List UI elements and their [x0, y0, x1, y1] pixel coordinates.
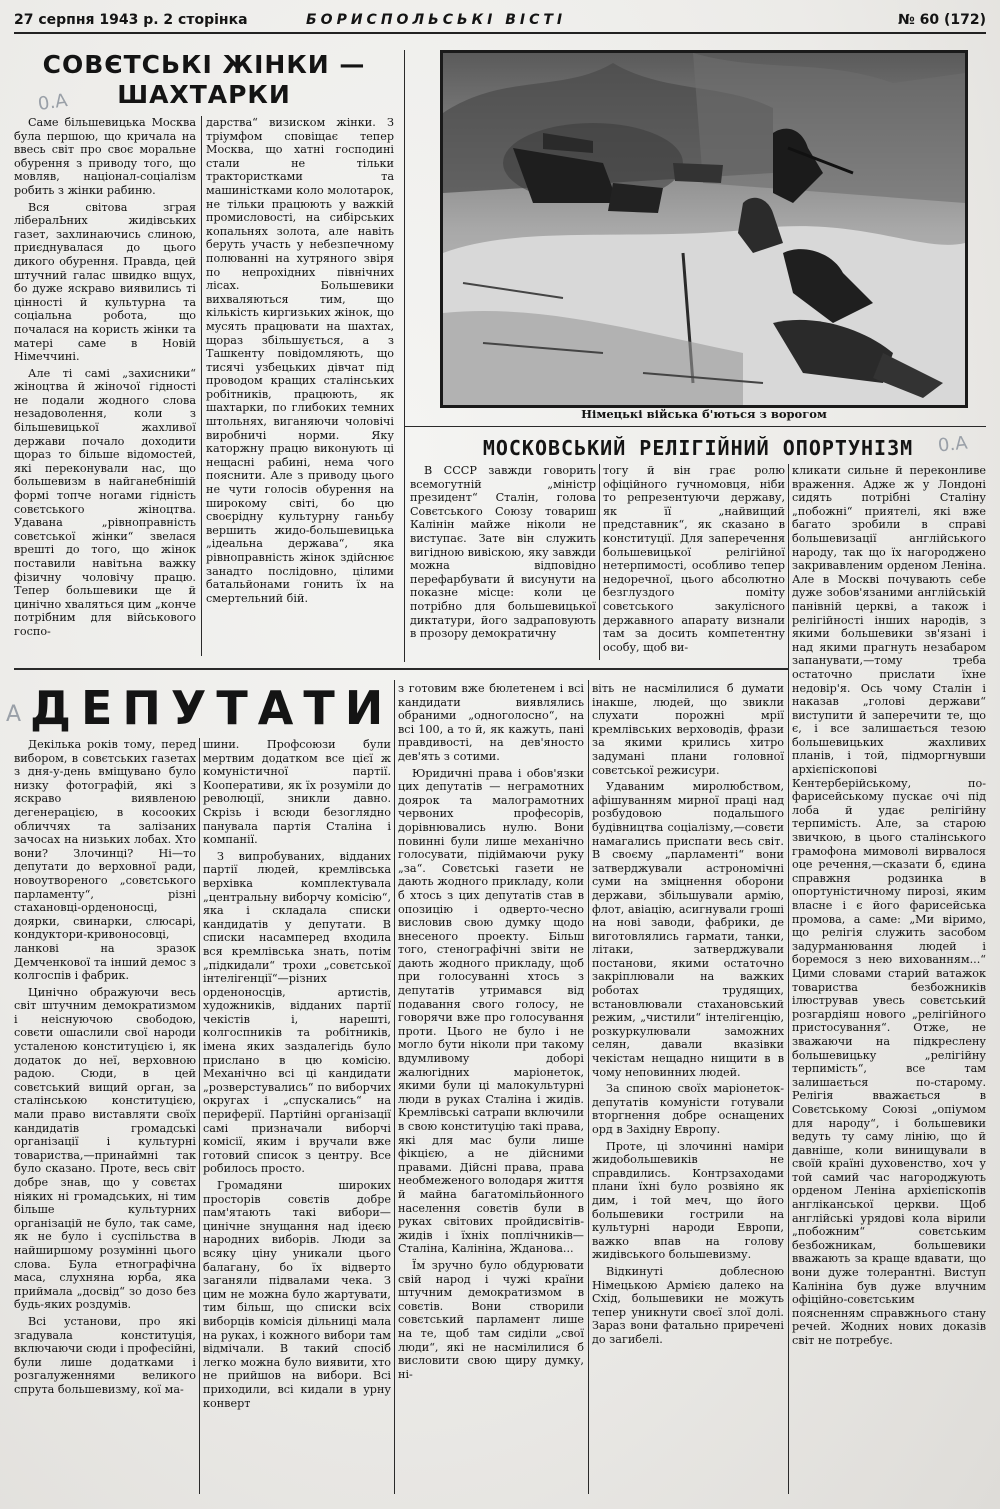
paragraph: дарства“ визиском жінки. З тріумфом сповіщає тепер Москва, що хатні господині стали не тільки трактористками та машиністками коло молотарок, не тільки працюють у важкій промисловості, на сибірських копальнях золота, але навіть беруть участь у небезпечному полюванні на хутряного звіря по непрохідних північних лісах. Большевики вихваляються тим, що кількість киргизьких жінок, що мусять працювати на шахтах, щораз збільшується, а з Ташкенту повідомляють, що тисячі узбецьких дівчат під проводом кращих сталінських робітників, працюють, як шахтарки, по глибоких темних штольнях, виганяючи чоловічі виробничі норми. Яку каторжну працю виконують ці нещасні рабині, нема чого пояснити. Але з приводу цього не чути голосів обурення на широкому світі, бо цю своєрідну культурну ганьбу вершить жидо-большевицька „ідеальна держава“, яка рівноправність жінок здійснює занадто послідовно, цілими батальйонами гонить їх на смертельний бій.	[206, 116, 394, 605]
article-women-title	[14, 50, 394, 110]
paragraph: Відкинуті доблесною Німецькою Армією далеко на Схід, большевики не можуть тепер уникнути своєї злої долі. Зараз вони фатально приречені до загибелі.	[592, 1264, 784, 1346]
issue-date: 27 серпня 1943 р. 2 сторінка	[14, 12, 248, 28]
article-religion-column-3	[792, 464, 986, 1496]
paragraph: Громадяни широких просторів совєтів добре пам'ятають такі вибори—цинічне знущання над ідеєю народних виборів. Люди за всяку ціну уникали цього балагану, бо їх відверто заганяли підвалами чека. З цим не можна було жартувати, тим більш, що списки всіх виборців комісія дільниці мала на руках, і кожного вибори там відмічали. В такий спосіб легко можна було виявити, хто не прийшов на вибори. Всі приходили, всі кидали в урну конверт	[203, 1179, 391, 1410]
paragraph: Удаваним миролюбством, афішуванням мирної праці над розбудовою подальшого будівництва соціалізму,—совєти намагались приспати весь світ. В своєму „парламенті“ вони затверджували астрономічні суми на зміцнення оборони держави, збільшували армію, флот, авіацію, асигнували гроші на нові заводи, фабрики, де виготовлялись гармати, танки, літаки, затверджували постанови, якими остаточно закріплювали на важких роботах трудящих, встановлювали стахановський режим, „чистили“ інтелігенцію, розкуркулювали заможних селян, давали вказівки чекістам нещадно нищити в в чому неповинних людей.	[592, 780, 784, 1079]
paragraph: шини. Профсоюзи були мертвим додатком все цієї ж комуністичної партії. Кооперативи, як їх розуміли до революції, зникли давно. Скрізь і всюди безоглядно панувала партія Сталіна і компанії.	[203, 738, 391, 847]
masthead	[14, 10, 986, 34]
battle-photo	[440, 50, 968, 408]
article-deputies-column-4	[592, 682, 784, 1496]
paragraph: Але ті самі „захисники“ жіноцтва й жіночої гідності не подали жодного слова незадоволення, коли з більшевицької жахливої держави почало доходити щораз то більше відомостей, які переконували нас, що большевизм в найганебнішій формі топче ногами гідність совєтського жіноцтва. Удавана „рівноправність совєтської жінки“ звелася врешті до того, що жінок поставили навітьна важку фізичну чоловічу працю. Тепер большевики ще й цинічно хваляться цим „конче потрібним для військового госпо-	[14, 366, 196, 638]
column-divider	[588, 680, 589, 1494]
column-divider	[788, 464, 789, 1494]
article-women-column-2	[206, 116, 394, 661]
paragraph: Юридичні права і обов'язки цих депутатів — неграмотних доярок та малограмотних червоних професорів, дорівнювались нулю. Вони повинні були лише механічно голосувати, підіймаючи руку „за“. Совєтські газети не дають жодного прикладу, коли б хтось з цих депутатів став в опозицію і одверто-чесно висловив свою думку щодо внесеного проекту. Більш того, стенографічні звіти не дають жодного прикладу, щоб при голосуванні хтось з депутатів утримався від подавання свого голосу, не говорячи вже про голосування проти. Цього не було і не могло бути ніколи при такому вдумливому доборі жалюгідних маріонеток, якими були ці малокультурні люди в руках Сталіна і жидів. Кремлівські сатрапи включили в свою конституцію такі права, які для мас були лише фікцією, а не дійсними правами. Дійсні права, права необмеженого володаря життя й майна багатомільйонного населення совєтів були в руках світових пройдисвітів-жидів і їхніх поплічників—Сталіна, Калініна, Жданова...	[398, 766, 584, 1256]
column-divider	[199, 738, 200, 1494]
article-religion-title: МОСКОВСЬКИЙ РЕЛІГІЙНИЙ ОПОРТУНІЗМ	[482, 436, 914, 460]
article-women-column-1	[14, 116, 196, 661]
article-religion-column-1	[410, 464, 596, 662]
paragraph: Всі установи, про які згадувала конституція, включаючи сюди і професійні, були лише додатками і розгалуженнями великого спрута большевизму, кої ма-	[14, 1314, 196, 1396]
column-divider	[201, 116, 202, 656]
column-divider	[599, 464, 600, 660]
newspaper-name: БОРИСПОЛЬСЬКІ ВІСТІ	[306, 12, 567, 28]
paragraph: В СССР завжди говорить всемогутній „міністр президент“ Сталін, голова Совєтського Союзу товариш Калінін майже ніколи не виступає. Зате він служить вигідною вивіскою, яку завжди можна відповідно перефарбувати й висунути на показне місце: коли це потрібно для большевицької диктатури, його задраповують в прозору демократичну	[410, 464, 596, 641]
paragraph: Вся світова зграя лібералЬних жидівських газет, захлинаючись слиною, приєднувалася до цього дикого обурення. Правда, цей штучний галас швидко вщух, бо дуже яскраво виявились ті цінності й культурна та соціальна робота, що почалася на користь жінки та матері саме в Новій Німеччині.	[14, 200, 196, 364]
paragraph: Їм зручно було обдурювати свій народ і чужі країни штучним демократизмом в совєтів. Вони створили совєтський парламент лише на те, щоб там сиділи „свої люди“, які не насмілилися б висловити свою щиру думку, ні-	[398, 1258, 584, 1381]
photo-caption: Німецькі війська б'ються з ворогом	[581, 407, 827, 421]
paragraph: Проте, ці злочинні наміри жидобольшевиків не справдились. Контрзаходами плани їхні було розвіяно як дим, і той меч, що його большевики гострили на культурні народи Европи, важко впав на голову жидівського большевизму.	[592, 1139, 784, 1262]
paragraph: Декілька років тому, перед вибором, в совєтських газетах з дня-у-день вміщувано було низку фотографій, які з яскраво виявленою дегенерацією, в косооких обличчях та залізаних зачосах на низьких лобах. Хто вони? Злочинці? Ні—то депутати до верховної ради, новоутвореного „совєтського парламенту“, різні стахановці-орденоносці, доярки, свинарки, слюсарі, кондуктори-кривоносовці, ланкові на зразок Демченкової та інший демос з колгоспів і фабрик.	[14, 738, 196, 983]
handwritten-mark: A	[6, 702, 22, 727]
article-women-title-line1: СОВЄТСЬКІ ЖІНКИ —	[42, 50, 366, 79]
paragraph: віть не насмілилися б думати інакше, людей, що звикли слухати порожні мрії кремлівських верховодів, фрази за якими крились хитро задумані плани головної совєтської режисури.	[592, 682, 784, 777]
article-deputies-title: ДЕПУТАТИ	[30, 681, 394, 735]
article-religion-column-2	[603, 464, 785, 662]
battle-illustration	[443, 53, 965, 405]
issue-number: № 60 (172)	[897, 12, 986, 28]
paragraph: За спиною своїх маріонеток-депутатів комуністи готували вторгнення добре оснащених орд в Західну Европу.	[592, 1082, 784, 1136]
paragraph: кликати сильне й переконливе враження. Адже ж у Лондоні сидять потрібні Сталіну „побожні“ приятелі, які вже багато зробили в справі большевизації англійського народу, так що їх нагороджено закривавленим орденом Леніна. Але в Москві почувають себе дуже зобов'язаними англійській панівній церкві, а також і релігійності інших народів, з якими большевики зв'язані і над якими прагнуть незабаром запанувати,—тому треба остаточно прислати їхне недовір'я. Ось чому Сталін і наказав „голові держави“ виступити й заперечити те, що є, і все залишається тезою большевицьких жахливих планів, і той, підморгнувши архієпіскопові Кентерберійському, по-фарисейському пускає очі під лоба й удає релігійну терпимість. Але, за старою звичкою, в цього сталінського грамофона мимоволі вирвалося оце речення,—сказати б, єдина справжня родзинка в опортуністичному пирозі, яким власне і є його фарисейська промова, а саме: „Ми віримо, що релігія служить засобом задурманювання людей і боремося з нею вихованням...“ Цими словами старий ватажок товариства безбожників ілюстрував увесь совєтський розгардіяш нового „релігійного пристосування“. Отже, не зважаючи на підкреслену большевицьку „релігійну терпимість“, все там залишається по-старому. Релігія вважається в Совєтському Союзі „опіумом для народу“, і большевики ведуть ту саму лінію, що й давніше, коли винищували в своїй країні духовенство, хоч у той самий час нагороджують орденом Леніна архієпіскопів англіканської церкви. Щоб англійські урядові кола вірили „побожним“ совєтським безбожникам, большевики вважають за краще вдавати, що вони дуже толерантні. Виступ Калініна був дуже влучним офіційно-совєтським поясненням справжнього стану речей. Жодних нових доказів світ не потребує.	[792, 464, 986, 1347]
paragraph: з готовим вже бюлетенем і всі кандидати виявлялись обраними „одноголосно“, на всі 100, а то й, як кажуть, пані правдивості, на дев'яносто дев'ять з сотими.	[398, 682, 584, 763]
column-divider	[404, 50, 405, 662]
column-divider	[394, 680, 395, 1494]
section-divider	[14, 668, 788, 670]
section-divider	[404, 426, 986, 427]
handwritten-mark: 0.A	[36, 90, 69, 115]
paragraph: тогу й він грає ролю офіційного гучномовця, ніби то репрезентуючи державу, як її „найвищий представник“, як сказано в конституції. Для заперечення большевицької релігійної нетерпимості, особливо тепер недоречної, цього абсолютно безглуздого поміту совєтського закулісного державного апарату визнали там за досить компетентну особу, щоб ви-	[603, 464, 785, 654]
paragraph: Саме більшевицька Москва була першою, що кричала на ввесь світ про своє моральне обурення з приводу того, що мовляв, націонал-соціалізм робить з жінки рабиню.	[14, 116, 196, 197]
paragraph: З випробуваних, відданих партії людей, кремлівська верхівка комплектувала „центральну виборчу комісію“, яка і складала списки кандидатів у депутати. В списки насамперед входила вся кремлівська знать, потім „підкидали“ трохи „совєтської інтелігенції“—різних орденоносців, артистів, художників, відданих партії чекістів і, нарешті, колгоспників та робітників, імена яких заздалегідь було прислано в цю комісію. Механічно всі ці кандидати „розверстувались“ по виборчих округах і „спускались“ на периферії. Партійні організації самі призначали виборчі комісії, яким і вручали вже готовий список з центру. Все робилось просто.	[203, 849, 391, 1176]
article-women-title-line2: ШАХТАРКИ	[117, 80, 291, 109]
handwritten-mark: 0.A	[936, 432, 969, 457]
article-deputies-column-2	[203, 738, 391, 1496]
article-deputies-column-3	[398, 682, 584, 1496]
article-deputies-column-1	[14, 738, 196, 1496]
paragraph: Цинічно ображуючи весь світ штучним демократизмом і неіснуючою свободою, совєти ошаслили свої народи усталеною конституцією і, як додаток до неї, верховною радою. Сюди, в цей совєтський вищий орган, за сталінською конституцією, мали право виставляти своїх кандидатів громадські організації і культурні товариства,—принаймні так було сказано. Проте, весь світ добре знав, що у совєтах ніяких ні громадських, ні тим більше культурних організацій не було, так саме, як не було і суспільства в найширшому розумінні цього слова. Була етнографічна маса, слухняна юрба, яка приймала „досвід“ зо дозо без будь-яких роздумів.	[14, 985, 196, 1312]
